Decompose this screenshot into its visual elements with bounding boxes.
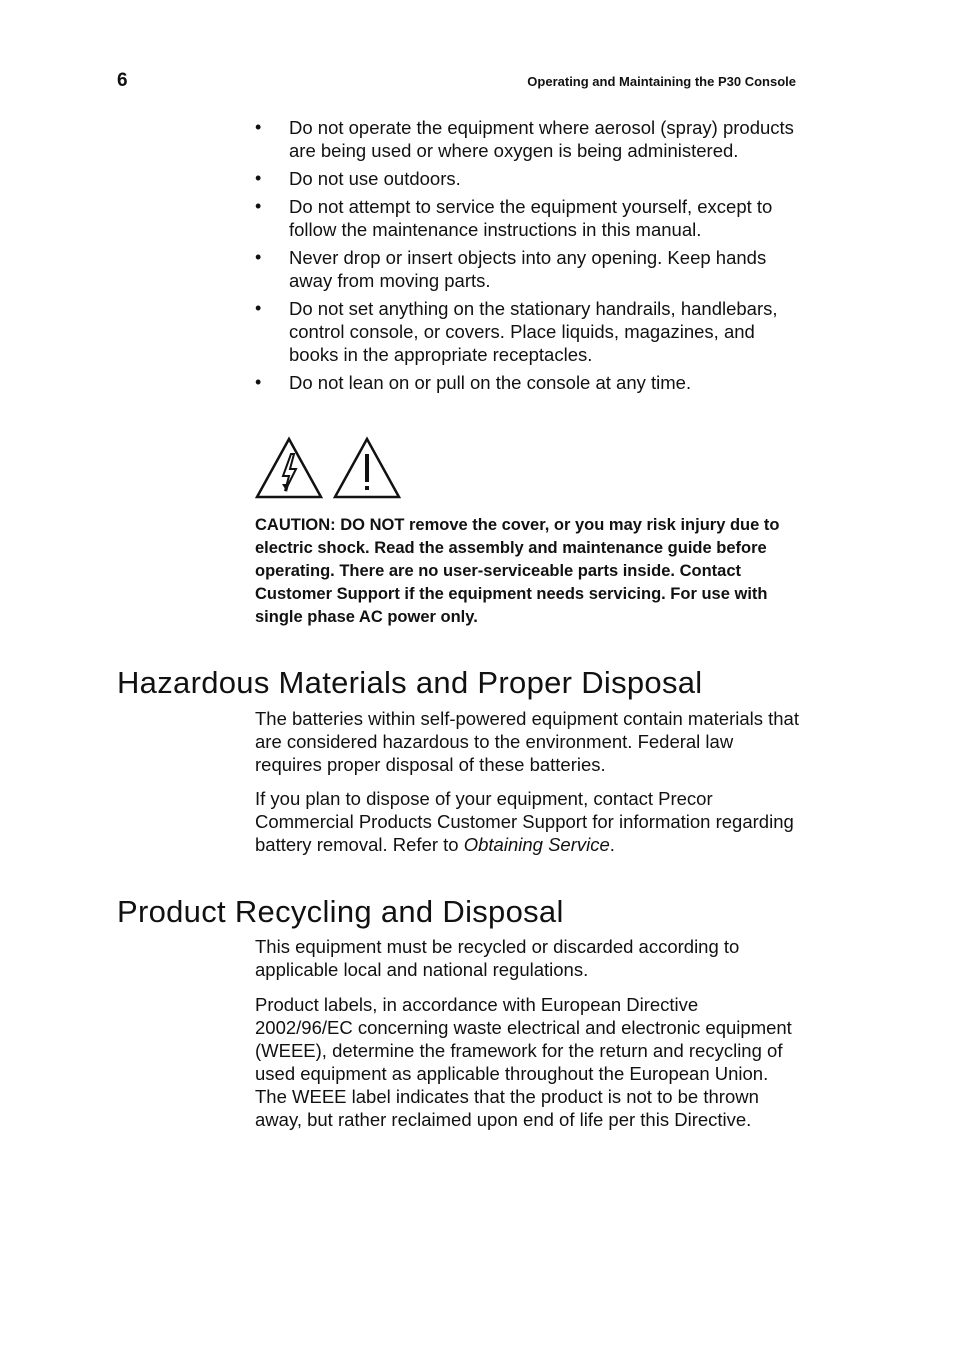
caution-exclamation-icon [332,436,402,500]
page-number: 6 [117,70,128,91]
list-item: • Do not use outdoors. [255,167,800,190]
electric-shock-warning-icon [254,436,324,500]
list-item: • Do not set anything on the stationary handrails, handlebars, control console, or covers. Place liquids, magazines, and books in the appropriate receptacles. [255,297,800,366]
obtaining-service-reference: Obtaining Service [463,834,610,855]
list-item: • Never drop or insert objects into any opening. Keep hands away from moving parts. [255,246,800,292]
safety-bullet-list [255,116,800,399]
running-header: Operating and Maintaining the P30 Console [527,74,796,89]
list-item: • Do not lean on or pull on the console at any time. [255,371,800,394]
hazardous-paragraph-1: The batteries within self-powered equipment contain materials that are considered hazardous to the environment. Federal law requires proper disposal of these batteries. [255,708,799,775]
hazardous-paragraph-2-text: If you plan to dispose of your equipment, contact Precor Commercial Products Customer Support for information regarding battery removal. Refer to [255,788,794,855]
warning-icons [254,436,402,500]
list-item: • Do not attempt to service the equipment yourself, except to follow the maintenance instructions in this manual. [255,195,800,241]
caution-text: CAUTION: DO NOT remove the cover, or you may risk injury due to electric shock. Read the assembly and maintenance guide before operating. There are no user-serviceable parts inside. Contact Customer Support if the equipment needs servicing. For use with single phase AC power only. [255,516,780,626]
list-item: • Do not operate the equipment where aerosol (spray) products are being used or where oxygen is being administered. [255,116,800,162]
hazardous-paragraph-2 [255,787,800,856]
hazardous-paragraph-2-end: . [609,834,615,855]
section-heading-product-recycling: Product Recycling and Disposal [117,894,564,929]
recycling-paragraph-1: This equipment must be recycled or discarded according to applicable local and national regulations. [255,936,740,980]
recycling-paragraph-2: Product labels, in accordance with European Directive 2002/96/EC concerning waste electrical and electronic equipment (WEEE), determine the framework for the return and recycling of used equipment as applicable throughout the European Union. The WEEE label indicates that the product is not to be thrown away, but rather reclaimed upon end of life per this Directive. [255,994,792,1130]
section-heading-hazardous-materials: Hazardous Materials and Proper Disposal [117,665,703,700]
